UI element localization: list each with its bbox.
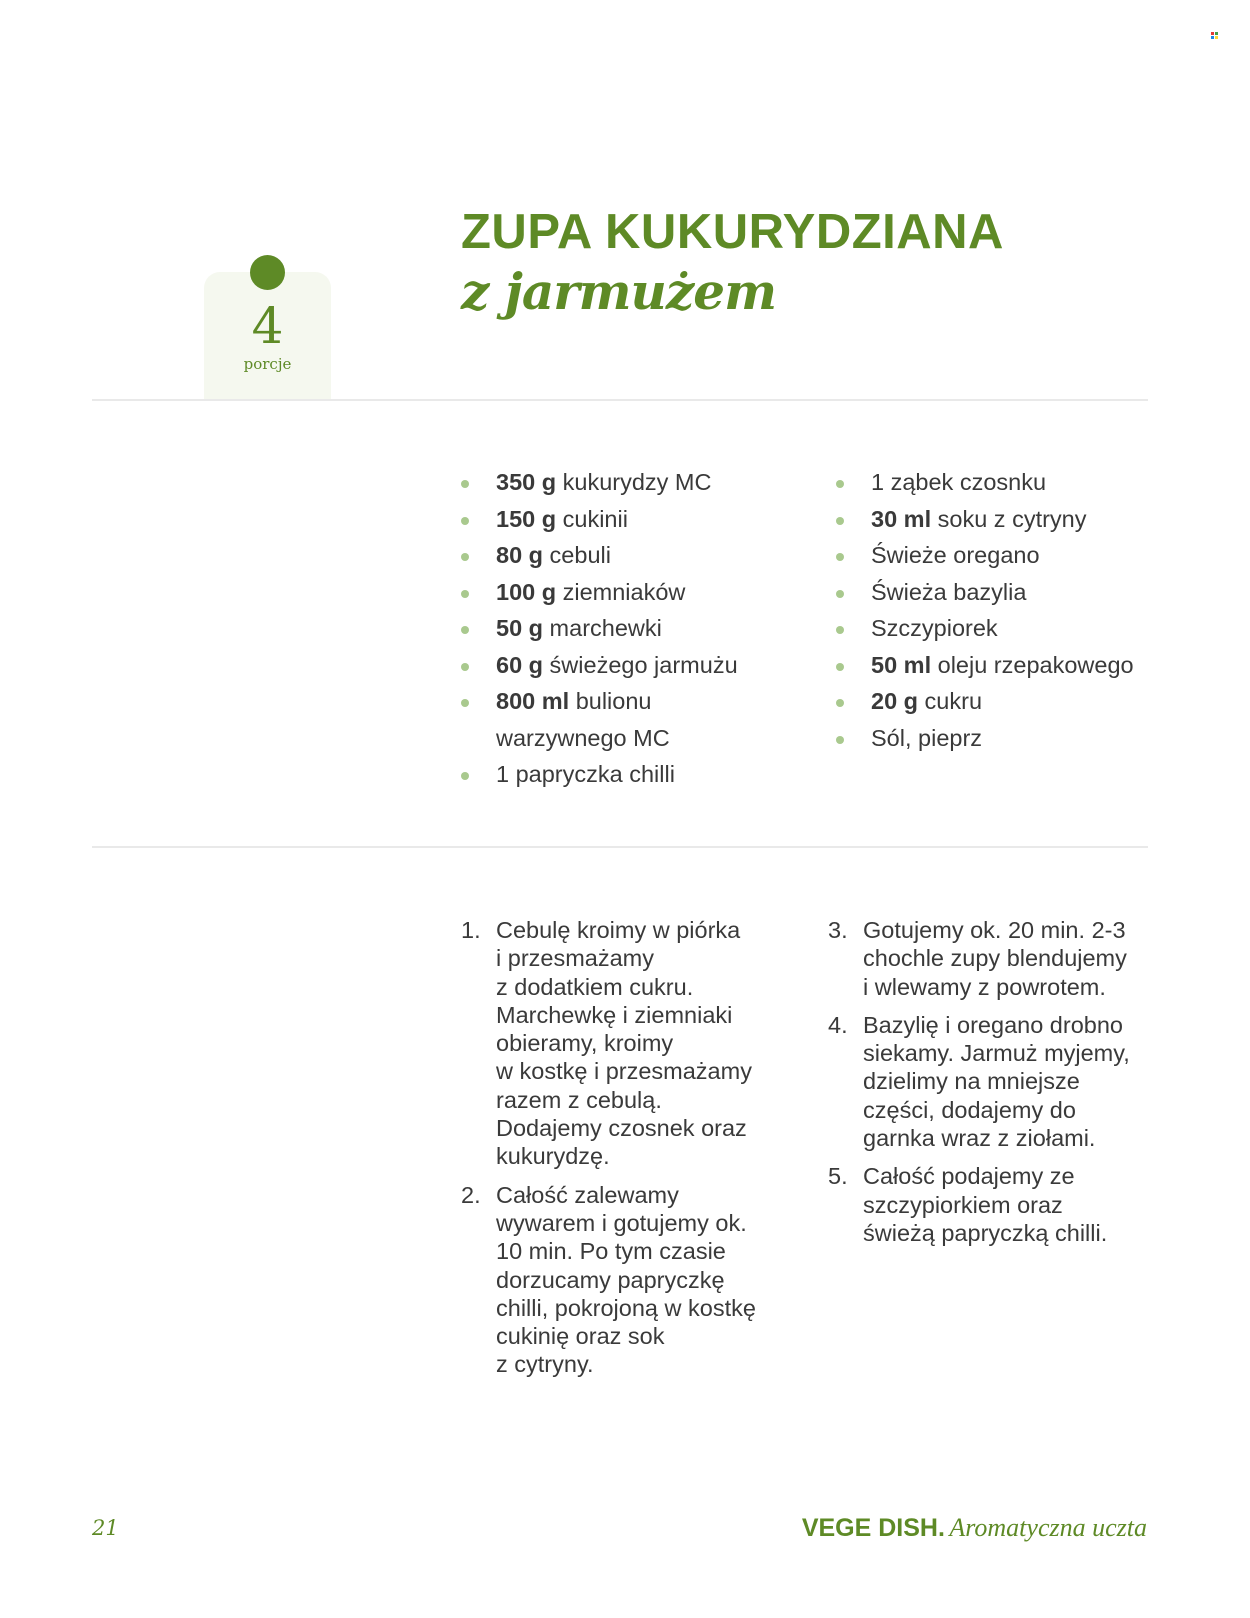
portion-dot-icon xyxy=(250,255,285,290)
steps-list-left xyxy=(461,916,791,1389)
bullet-icon xyxy=(836,736,844,744)
step-item xyxy=(461,1181,791,1379)
step-text-line: obieramy, kroimy xyxy=(496,1030,674,1057)
divider-middle xyxy=(92,846,1148,848)
ingredient-item xyxy=(461,756,781,793)
ingredient-quantity: 100 g xyxy=(496,578,557,605)
ingredients-list-left xyxy=(461,464,781,793)
step-text-line: i przesmażamy xyxy=(496,945,655,972)
step-text-line: chilli, pokrojoną w kostkę xyxy=(496,1294,756,1321)
ingredient-quantity: 80 g xyxy=(496,542,544,568)
bullet-icon xyxy=(836,699,844,707)
step-text-line: kukurydzę. xyxy=(496,1143,610,1170)
bullet-icon xyxy=(461,663,469,671)
steps-list-right xyxy=(828,916,1158,1257)
step-text-line: garnka wraz z ziołami. xyxy=(863,1125,1096,1152)
ingredient-name: cebuli xyxy=(543,542,611,568)
ingredient-quantity: 150 g xyxy=(496,505,557,532)
brand-tagline: Aromatyczna uczta xyxy=(949,1513,1147,1542)
brand-name: VEGE DISH. xyxy=(801,1514,945,1542)
ingredient-quantity: 20 g xyxy=(871,688,919,714)
step-number: 4. xyxy=(828,1011,848,1038)
step-text-line: siekamy. Jarmuż myjemy, xyxy=(863,1040,1130,1067)
step-text-line: Marchewkę i ziemniaki xyxy=(496,1001,733,1028)
step-item xyxy=(828,916,1158,1001)
recipe-title: ZUPA KUKURYDZIANA xyxy=(461,205,1004,259)
step-text-line: Gotujemy ok. 20 min. 2-3 xyxy=(863,917,1126,943)
ingredient-item xyxy=(836,720,1156,757)
ingredient-name: ziemniaków xyxy=(556,578,686,605)
ingredient-name: bulionu warzywnego MC xyxy=(496,688,670,751)
ingredient-name: cukru xyxy=(918,688,983,714)
ingredient-item xyxy=(836,574,1156,611)
ingredient-item xyxy=(836,610,1156,647)
step-item xyxy=(828,1162,1158,1247)
ingredient-name: marchewki xyxy=(543,615,662,641)
ingredients-list-right xyxy=(836,464,1156,756)
bullet-icon xyxy=(461,517,469,525)
bullet-icon xyxy=(836,553,844,561)
step-text-line: Cebulę kroimy w piórka xyxy=(496,917,741,943)
ingredient-item xyxy=(461,647,781,684)
ingredient-name: oleju rzepakowego xyxy=(931,651,1134,678)
step-number: 5. xyxy=(828,1163,848,1190)
portion-label: porcje xyxy=(243,355,292,373)
ingredient-quantity: 50 g xyxy=(496,615,544,641)
bullet-icon xyxy=(461,553,469,561)
divider-top xyxy=(92,399,1148,401)
ingredient-quantity: 350 g xyxy=(496,469,557,495)
ingredient-item xyxy=(461,537,781,574)
ingredient-name: Świeża bazylia xyxy=(871,578,1027,605)
bullet-icon xyxy=(461,626,469,634)
ingredient-item xyxy=(836,647,1156,684)
step-text-line: z cytryny. xyxy=(496,1351,594,1378)
step-number: 2. xyxy=(461,1181,481,1208)
ingredient-name: 1 papryczka chilli xyxy=(496,761,675,787)
step-text-line: 10 min. Po tym czasie xyxy=(496,1238,726,1265)
step-text-line: i wlewamy z powrotem. xyxy=(863,973,1106,1000)
step-text-line: dzielimy na mniejsze xyxy=(863,1068,1080,1095)
ingredient-name: 1 ząbek czosnku xyxy=(871,469,1047,495)
bullet-icon xyxy=(836,517,844,525)
step-item xyxy=(828,1011,1158,1152)
step-text-line: szczypiorkiem oraz xyxy=(863,1191,1063,1218)
bullet-icon xyxy=(836,480,844,488)
step-text-line: części, dodajemy do xyxy=(863,1096,1076,1123)
bullet-icon xyxy=(836,663,844,671)
step-text-line: Całość zalewamy xyxy=(496,1181,679,1208)
step-text-line: Całość podajemy ze xyxy=(863,1163,1075,1190)
page-number: 21 xyxy=(92,1516,119,1540)
ingredient-name: Świeże oregano xyxy=(871,542,1040,568)
step-text-line: chochle zupy blendujemy xyxy=(863,945,1127,972)
recipe-subtitle: z jarmużem xyxy=(461,262,776,321)
step-text-line: wywarem i gotujemy ok. xyxy=(496,1209,747,1236)
step-item xyxy=(461,916,791,1171)
publisher-logo-icon xyxy=(1211,32,1219,40)
ingredient-item xyxy=(461,683,781,756)
ingredient-name: Szczypiorek xyxy=(871,615,998,641)
step-number: 3. xyxy=(828,917,848,943)
ingredient-quantity: 800 ml xyxy=(496,688,570,714)
ingredient-item xyxy=(836,683,1156,720)
ingredient-quantity: 50 ml xyxy=(871,651,932,678)
step-number: 1. xyxy=(461,917,481,943)
ingredient-item xyxy=(461,610,781,647)
step-text-line: dorzucamy papryczkę xyxy=(496,1266,725,1293)
bullet-icon xyxy=(461,590,469,598)
ingredient-name: świeżego jarmużu xyxy=(543,651,738,678)
bullet-icon xyxy=(461,699,469,707)
ingredient-item xyxy=(461,501,781,538)
ingredient-item xyxy=(461,574,781,611)
step-text-line: z dodatkiem cukru. xyxy=(496,973,694,1000)
bullet-icon xyxy=(836,590,844,598)
bullet-icon xyxy=(461,480,469,488)
ingredient-quantity: 60 g xyxy=(496,651,544,678)
step-text-line: w kostkę i przesmażamy xyxy=(496,1058,752,1085)
ingredient-item xyxy=(461,464,781,501)
bullet-icon xyxy=(461,772,469,780)
step-text-line: świeżą papryczką chilli. xyxy=(863,1219,1108,1246)
step-text-line: Dodajemy czosnek oraz xyxy=(496,1115,747,1142)
ingredient-name: kukurydzy MC xyxy=(556,469,712,495)
step-text-line: Bazylię i oregano drobno xyxy=(863,1011,1123,1038)
ingredient-quantity: 30 ml xyxy=(871,505,932,532)
ingredient-item xyxy=(836,464,1156,501)
bullet-icon xyxy=(836,626,844,634)
ingredient-name: soku z cytryny xyxy=(931,505,1087,532)
ingredient-item xyxy=(836,537,1156,574)
ingredient-name: Sól, pieprz xyxy=(871,724,983,751)
portion-count: 4 xyxy=(251,297,284,355)
footer-brand xyxy=(802,1513,1147,1543)
ingredient-name: cukinii xyxy=(556,505,628,532)
step-text-line: cukinię oraz sok xyxy=(496,1323,665,1350)
step-text-line: razem z cebulą. xyxy=(496,1086,662,1113)
ingredient-item xyxy=(836,501,1156,538)
